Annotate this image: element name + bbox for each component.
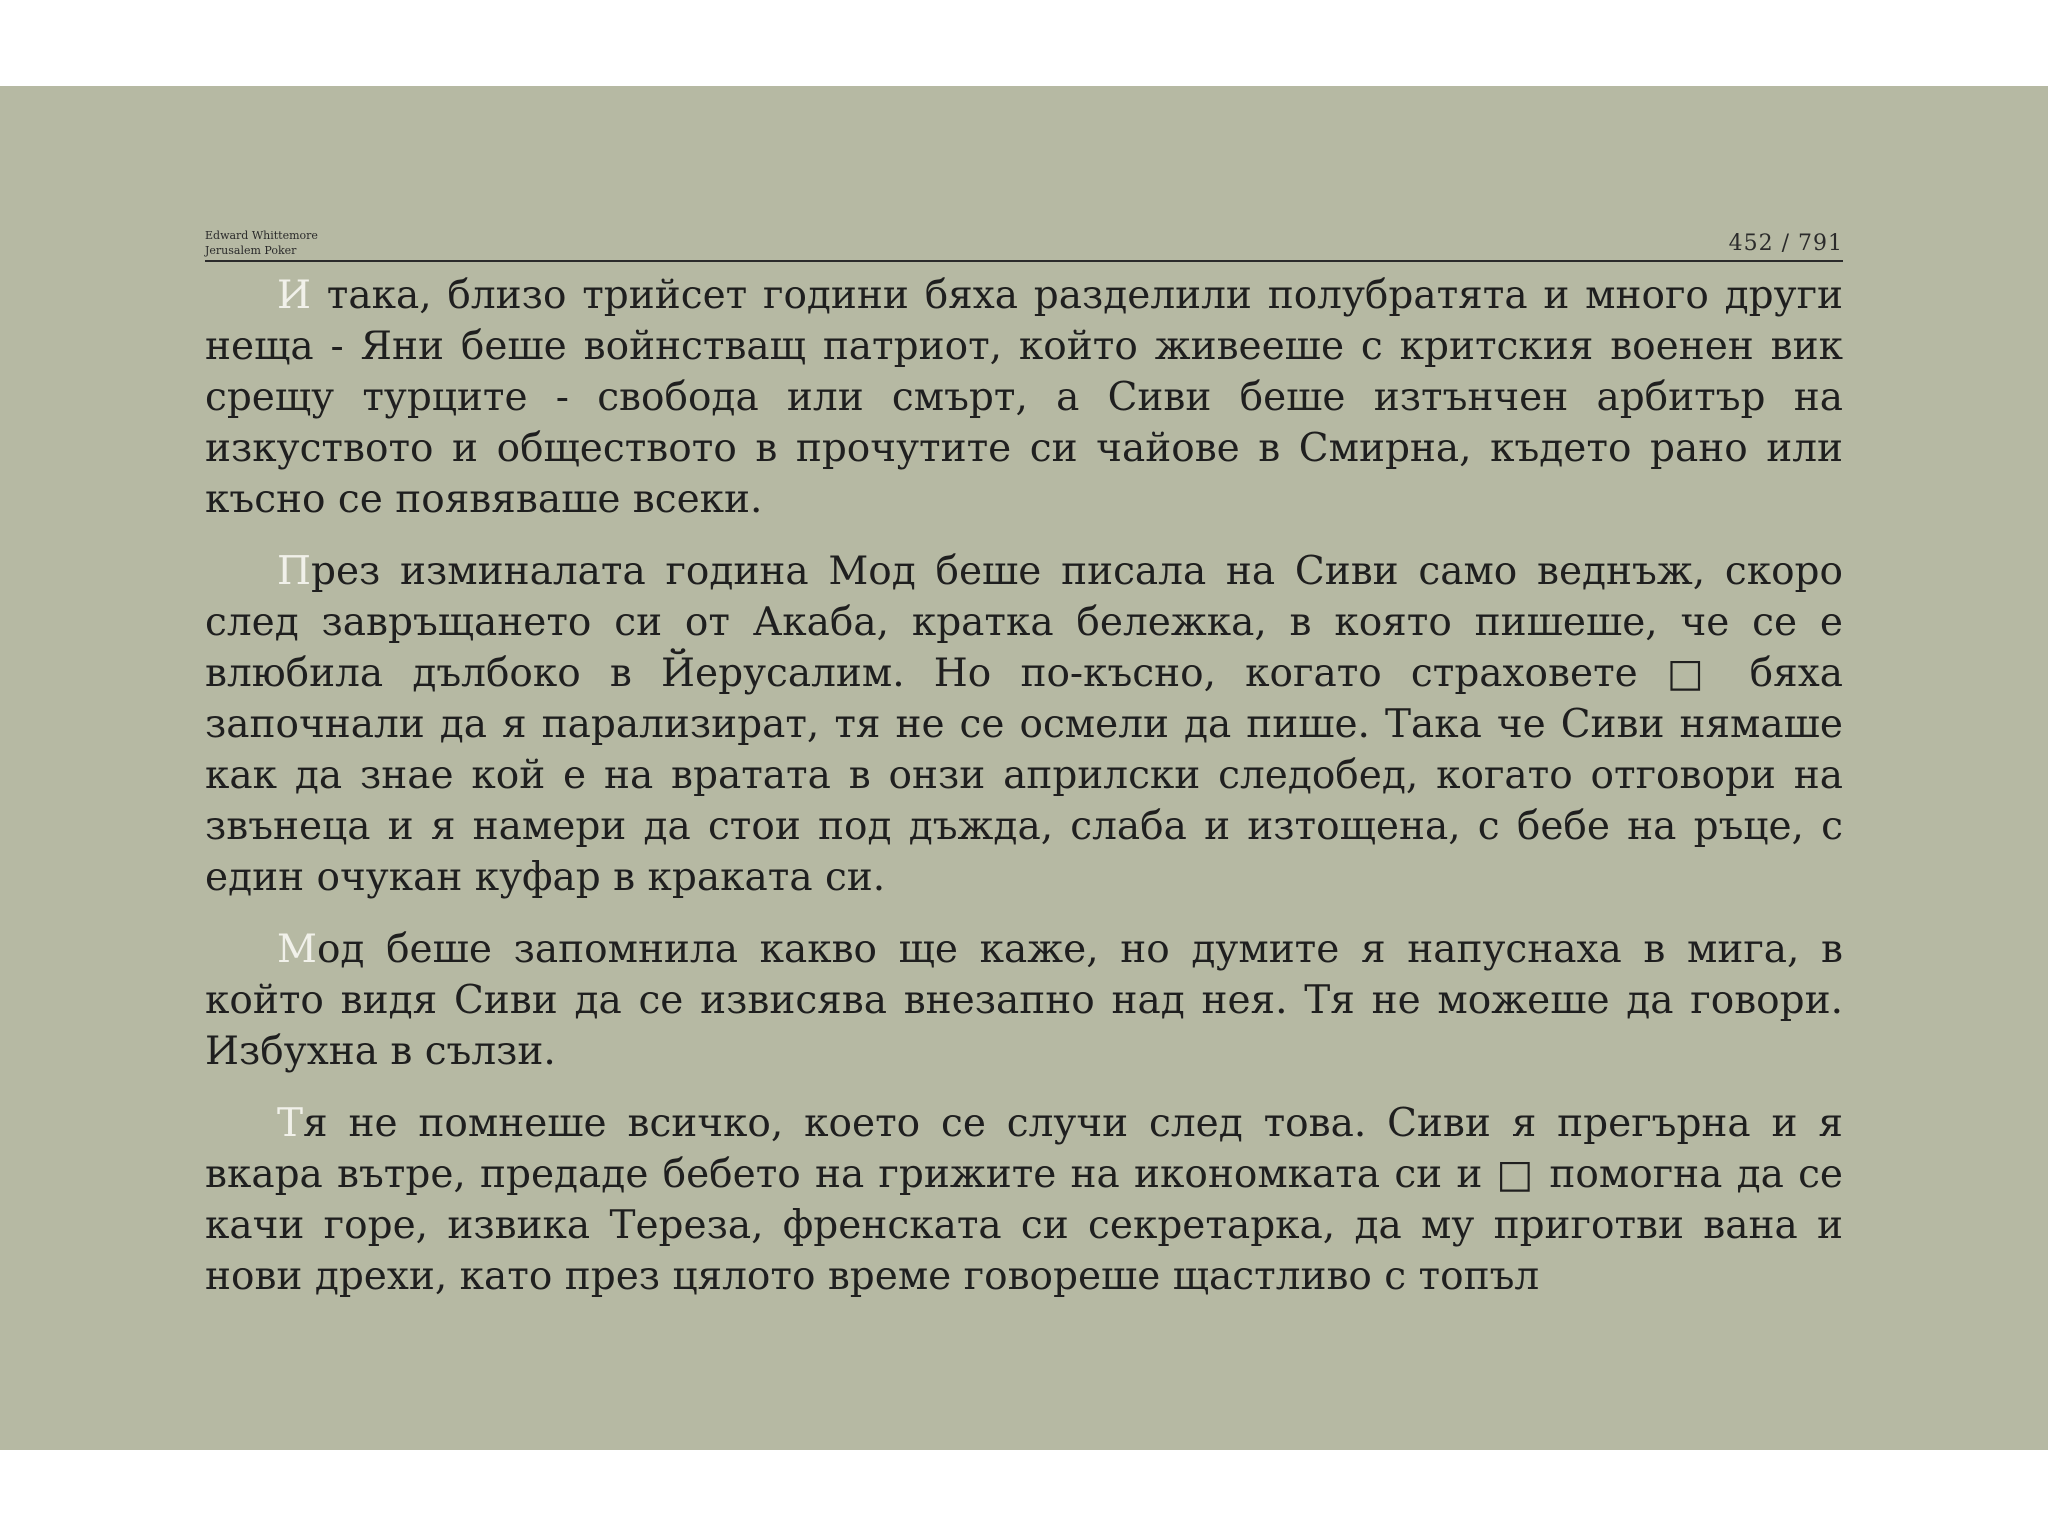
page-counter [1729,231,1843,256]
page-header [205,136,1843,262]
author-name: Edward Whittemore [205,229,318,242]
book-text [205,270,1843,1323]
paragraph-text: я не помнеше всичко, което се случи след това. Сиви я прегърна и я вкара вътре, предаде бебето на грижите на икономката си и □ помогна да се качи горе, извика Тереза, френската си секретарка, да му приготви вана и нови дрехи, като през цялото време говореше щастливо с топъл [205,1101,1843,1299]
initial-letter: Т [277,1101,304,1146]
current-page: 452 [1728,231,1774,256]
book-title: Jerusalem Poker [205,244,297,257]
paragraph-text: така, близо трийсет години бяха разделили полубратята и много други неща - Яни беше войнстващ патриот, който живееше с критския военен вик срещу турците - свобода или смърт, а Сиви беше изтънчен арбитър на изкуството и обществото в прочутите си чайове в Смирна, където рано или късно се появяваше всеки. [205,273,1843,522]
paragraph-2 [205,546,1843,903]
paragraph-1 [205,270,1843,525]
initial-letter: М [277,927,317,972]
paragraph-text: рез изминалата година Мод беше писала на Сиви само веднъж, скоро след завръщането си от Акаба, кратка бележка, в която пишеше, че се е влюбила дълбоко в Йерусалим. Но по-късно, когато страховете □ бяха започнали да я парализират, тя не се осмели да пише. Така че Сиви нямаше как да знае кой е на вратата в онзи априлски следобед, когато отговори на звънеца и я намери да стои под дъжда, слаба и изтощена, с бебе на ръце, с един очукан куфар в краката си. [205,549,1843,900]
paragraph-text: од беше запомнила какво ще каже, но думите я напуснаха в мига, в който видя Сиви да се извисява внезапно над нея. Тя не можеше да говори. Избухна в сълзи. [205,927,1843,1074]
paragraph-4 [205,1098,1843,1302]
book-meta [205,228,318,258]
total-pages: 791 [1798,231,1843,256]
initial-letter: И [277,273,312,318]
page-separator: / [1781,231,1790,256]
initial-letter: П [277,549,312,594]
paragraph-3 [205,924,1843,1077]
